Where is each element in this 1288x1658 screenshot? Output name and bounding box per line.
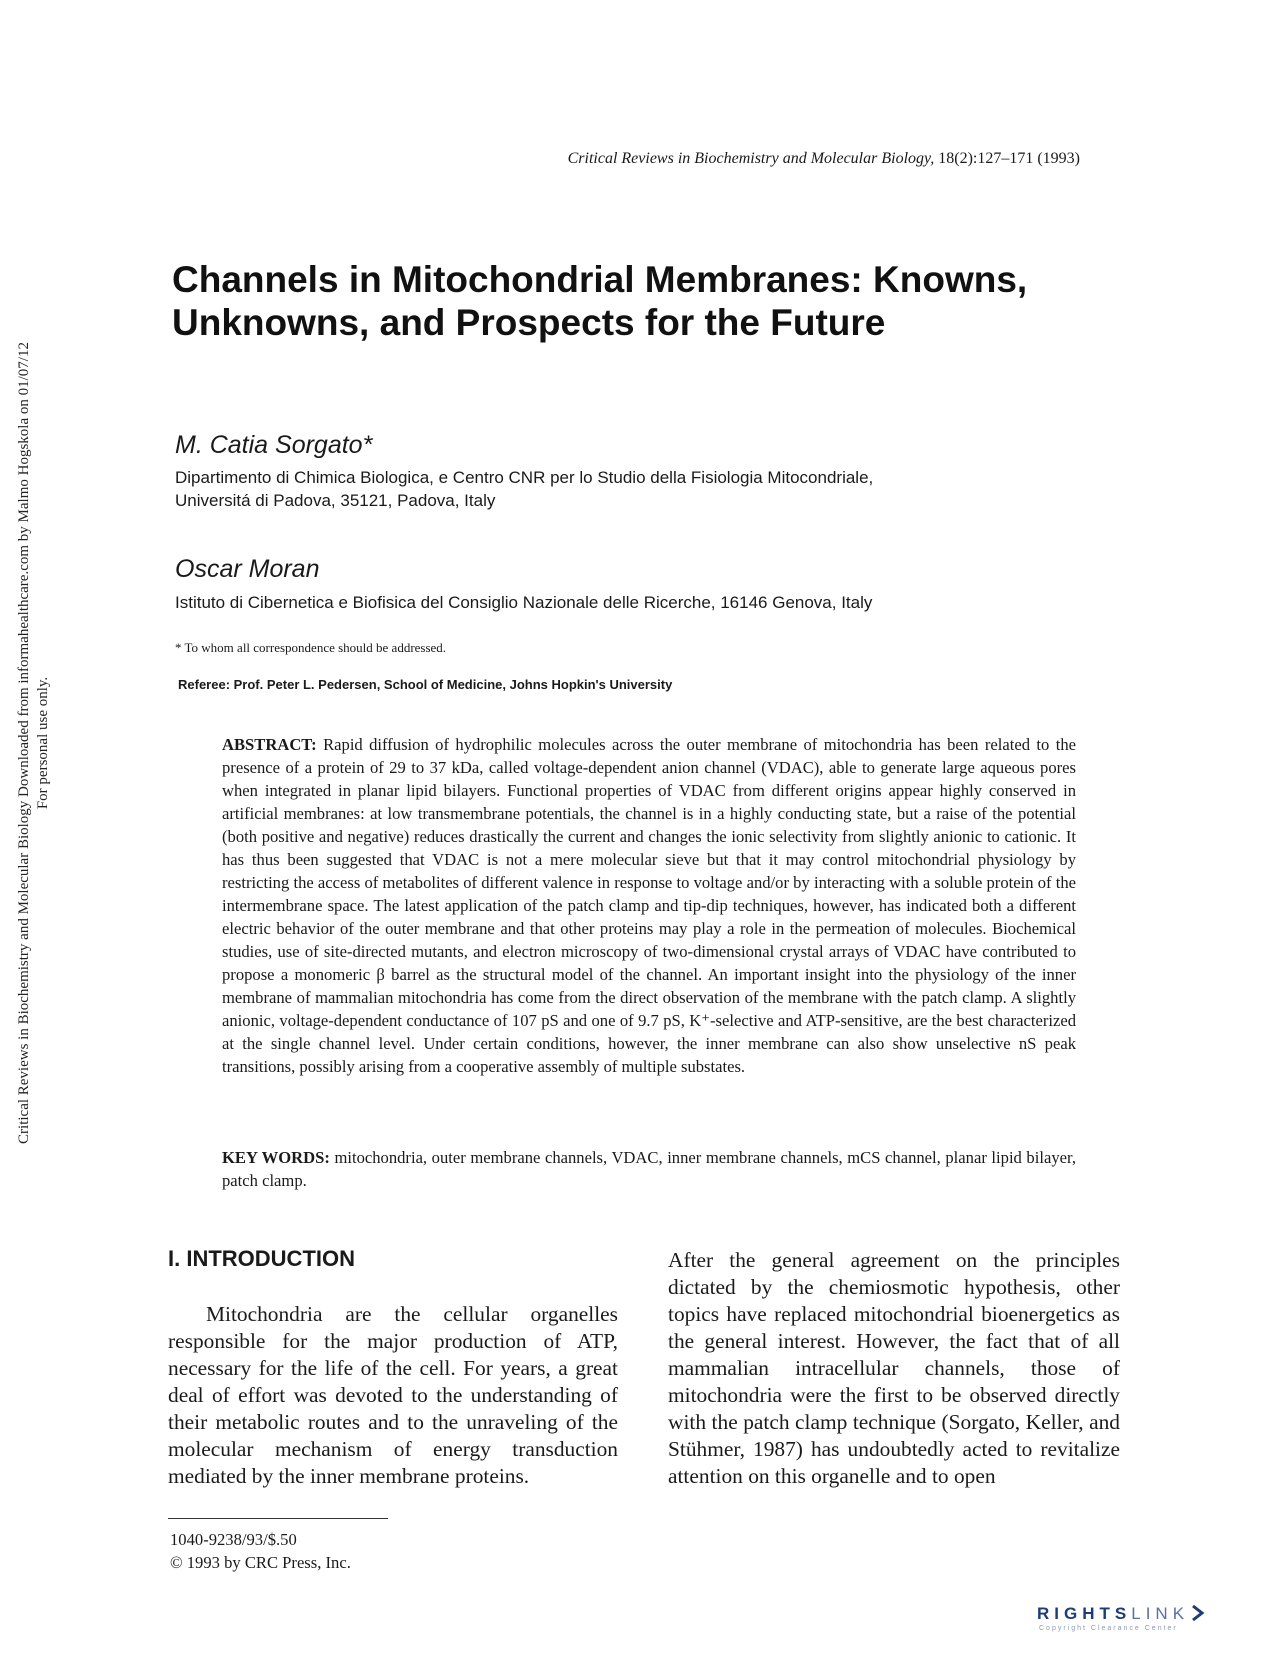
affiliation-line: Dipartimento di Chimica Biologica, e Centro CNR per lo Studio della Fisiologia Mitocondriale, bbox=[175, 468, 874, 487]
abstract-text: Rapid diffusion of hydrophilic molecules across the outer membrane of mitochondria has been related to the presence of a protein of 29 to 37 kDa, called voltage-dependent anion channel (VDAC), able to generate large aqueous pores when integrated in planar lipid bilayers. Functional properties of VDAC from different origins appear highly conserved in artificial membranes: at low transmembrane potentials, the channel is in a highly conducting state, but a raise of the potential (both positive and negative) reduces drastically the current and changes the ionic selectivity from slightly anionic to cationic. It has thus been suggested that VDAC is not a mere molecular sieve but that it may control mitochondrial physiology by restricting the access of metabolites of different valence in response to voltage and/or by interacting with a soluble protein of the intermembrane space. The latest application of the patch clamp and tip-dip techniques, however, has indicated both a different electric behavior of the outer membrane and that other proteins may play a role in the permeation of molecules. Biochemical studies, use of site-directed mutants, and electron microscopy of two-dimensional crystal arrays of VDAC have contributed to propose a monomeric β barrel as the structural model of the channel. An important insight into the physiology of the inner membrane of mammalian mitochondria has come from the direct observation of the membrane with the patch clamp. A slightly anionic, voltage-dependent conductance of 107 pS and one of 9.7 pS, K⁺-selective and ATP-sensitive, are the best characterized at the single channel level. Under certain conditions, however, the inner membrane can also show unselective nS peak transitions, possibly arising from a cooperative assembly of multiple substates. bbox=[222, 735, 1076, 1076]
footnote-copyright: © 1993 by CRC Press, Inc. bbox=[170, 1553, 351, 1572]
affiliation-line: Universitá di Padova, 35121, Padova, Italy bbox=[175, 491, 496, 510]
affiliation-line: Istituto di Cibernetica e Biofisica del Consiglio Nazionale delle Ricerche, 16146 Genova, Italy bbox=[175, 593, 873, 612]
rightslink-logo[interactable] bbox=[1037, 1604, 1247, 1644]
keywords bbox=[222, 1146, 1076, 1192]
page-title: Channels in Mitochondrial Membranes: Knowns, Unknowns, and Prospects for the Future bbox=[172, 259, 1028, 343]
download-notice bbox=[15, 189, 53, 1297]
section-heading: I. INTRODUCTION bbox=[168, 1246, 355, 1271]
body-text-column-right: After the general agreement on the principles dictated by the chemiosmotic hypothesis, other topics have replaced mitochondrial bioenergetics as the general interest. However, the fact that of all mammalian intracellular channels, those of mitochondria were the first to be observed directly with the patch clamp technique (Sorgato, Keller, and Stühmer, 1987) has undoubtedly acted to revitalize attention on this organelle and to open bbox=[668, 1248, 1120, 1488]
author-affiliation bbox=[175, 466, 1075, 512]
abstract-label: ABSTRACT: bbox=[222, 735, 317, 754]
correspondence-note: * To whom all correspondence should be addressed. bbox=[175, 640, 447, 655]
journal-name: Critical Reviews in Biochemistry and Molecular Biology, bbox=[567, 150, 935, 167]
referee-line: Referee: Prof. Peter L. Pedersen, School of Medicine, Johns Hopkin's University bbox=[178, 677, 673, 692]
author-affiliation bbox=[175, 591, 1075, 614]
author-name: M. Catia Sorgato* bbox=[175, 431, 373, 459]
keywords-label: KEY WORDS: bbox=[222, 1148, 330, 1167]
footnote bbox=[170, 1528, 351, 1574]
rightslink-wordmark bbox=[1037, 1604, 1247, 1624]
author-name: Oscar Moran bbox=[175, 555, 320, 583]
abstract bbox=[222, 733, 1076, 1078]
download-notice-line: For personal use only. bbox=[35, 676, 51, 810]
keywords-text: mitochondria, outer membrane channels, VDAC, inner membrane channels, mCS channel, planar lipid bilayer, patch clamp. bbox=[222, 1148, 1076, 1190]
logo-word-strong: RIGHTS bbox=[1037, 1604, 1132, 1623]
logo-subtitle: Copyright Clearance Center bbox=[1039, 1625, 1178, 1632]
download-notice-line: Critical Reviews in Biochemistry and Molecular Biology Downloaded from informahealthcare.com by Malmo Hogskola on 01/07/12 bbox=[16, 342, 32, 1144]
chevron-right-icon bbox=[1191, 1605, 1205, 1621]
journal-reference bbox=[480, 150, 1080, 168]
logo-word-light: LINK bbox=[1131, 1604, 1190, 1623]
journal-citation: 18(2):127–171 (1993) bbox=[938, 150, 1080, 167]
footnote-divider bbox=[168, 1518, 388, 1519]
footnote-code: 1040-9238/93/$.50 bbox=[170, 1530, 297, 1549]
body-text-column-left: Mitochondria are the cellular organelles responsible for the major production of ATP, necessary for the life of the cell. For years, a great deal of effort was devoted to the understanding of their metabolic routes and to the unraveling of the molecular mechanism of energy transduction mediated by the inner membrane proteins. bbox=[168, 1302, 618, 1488]
